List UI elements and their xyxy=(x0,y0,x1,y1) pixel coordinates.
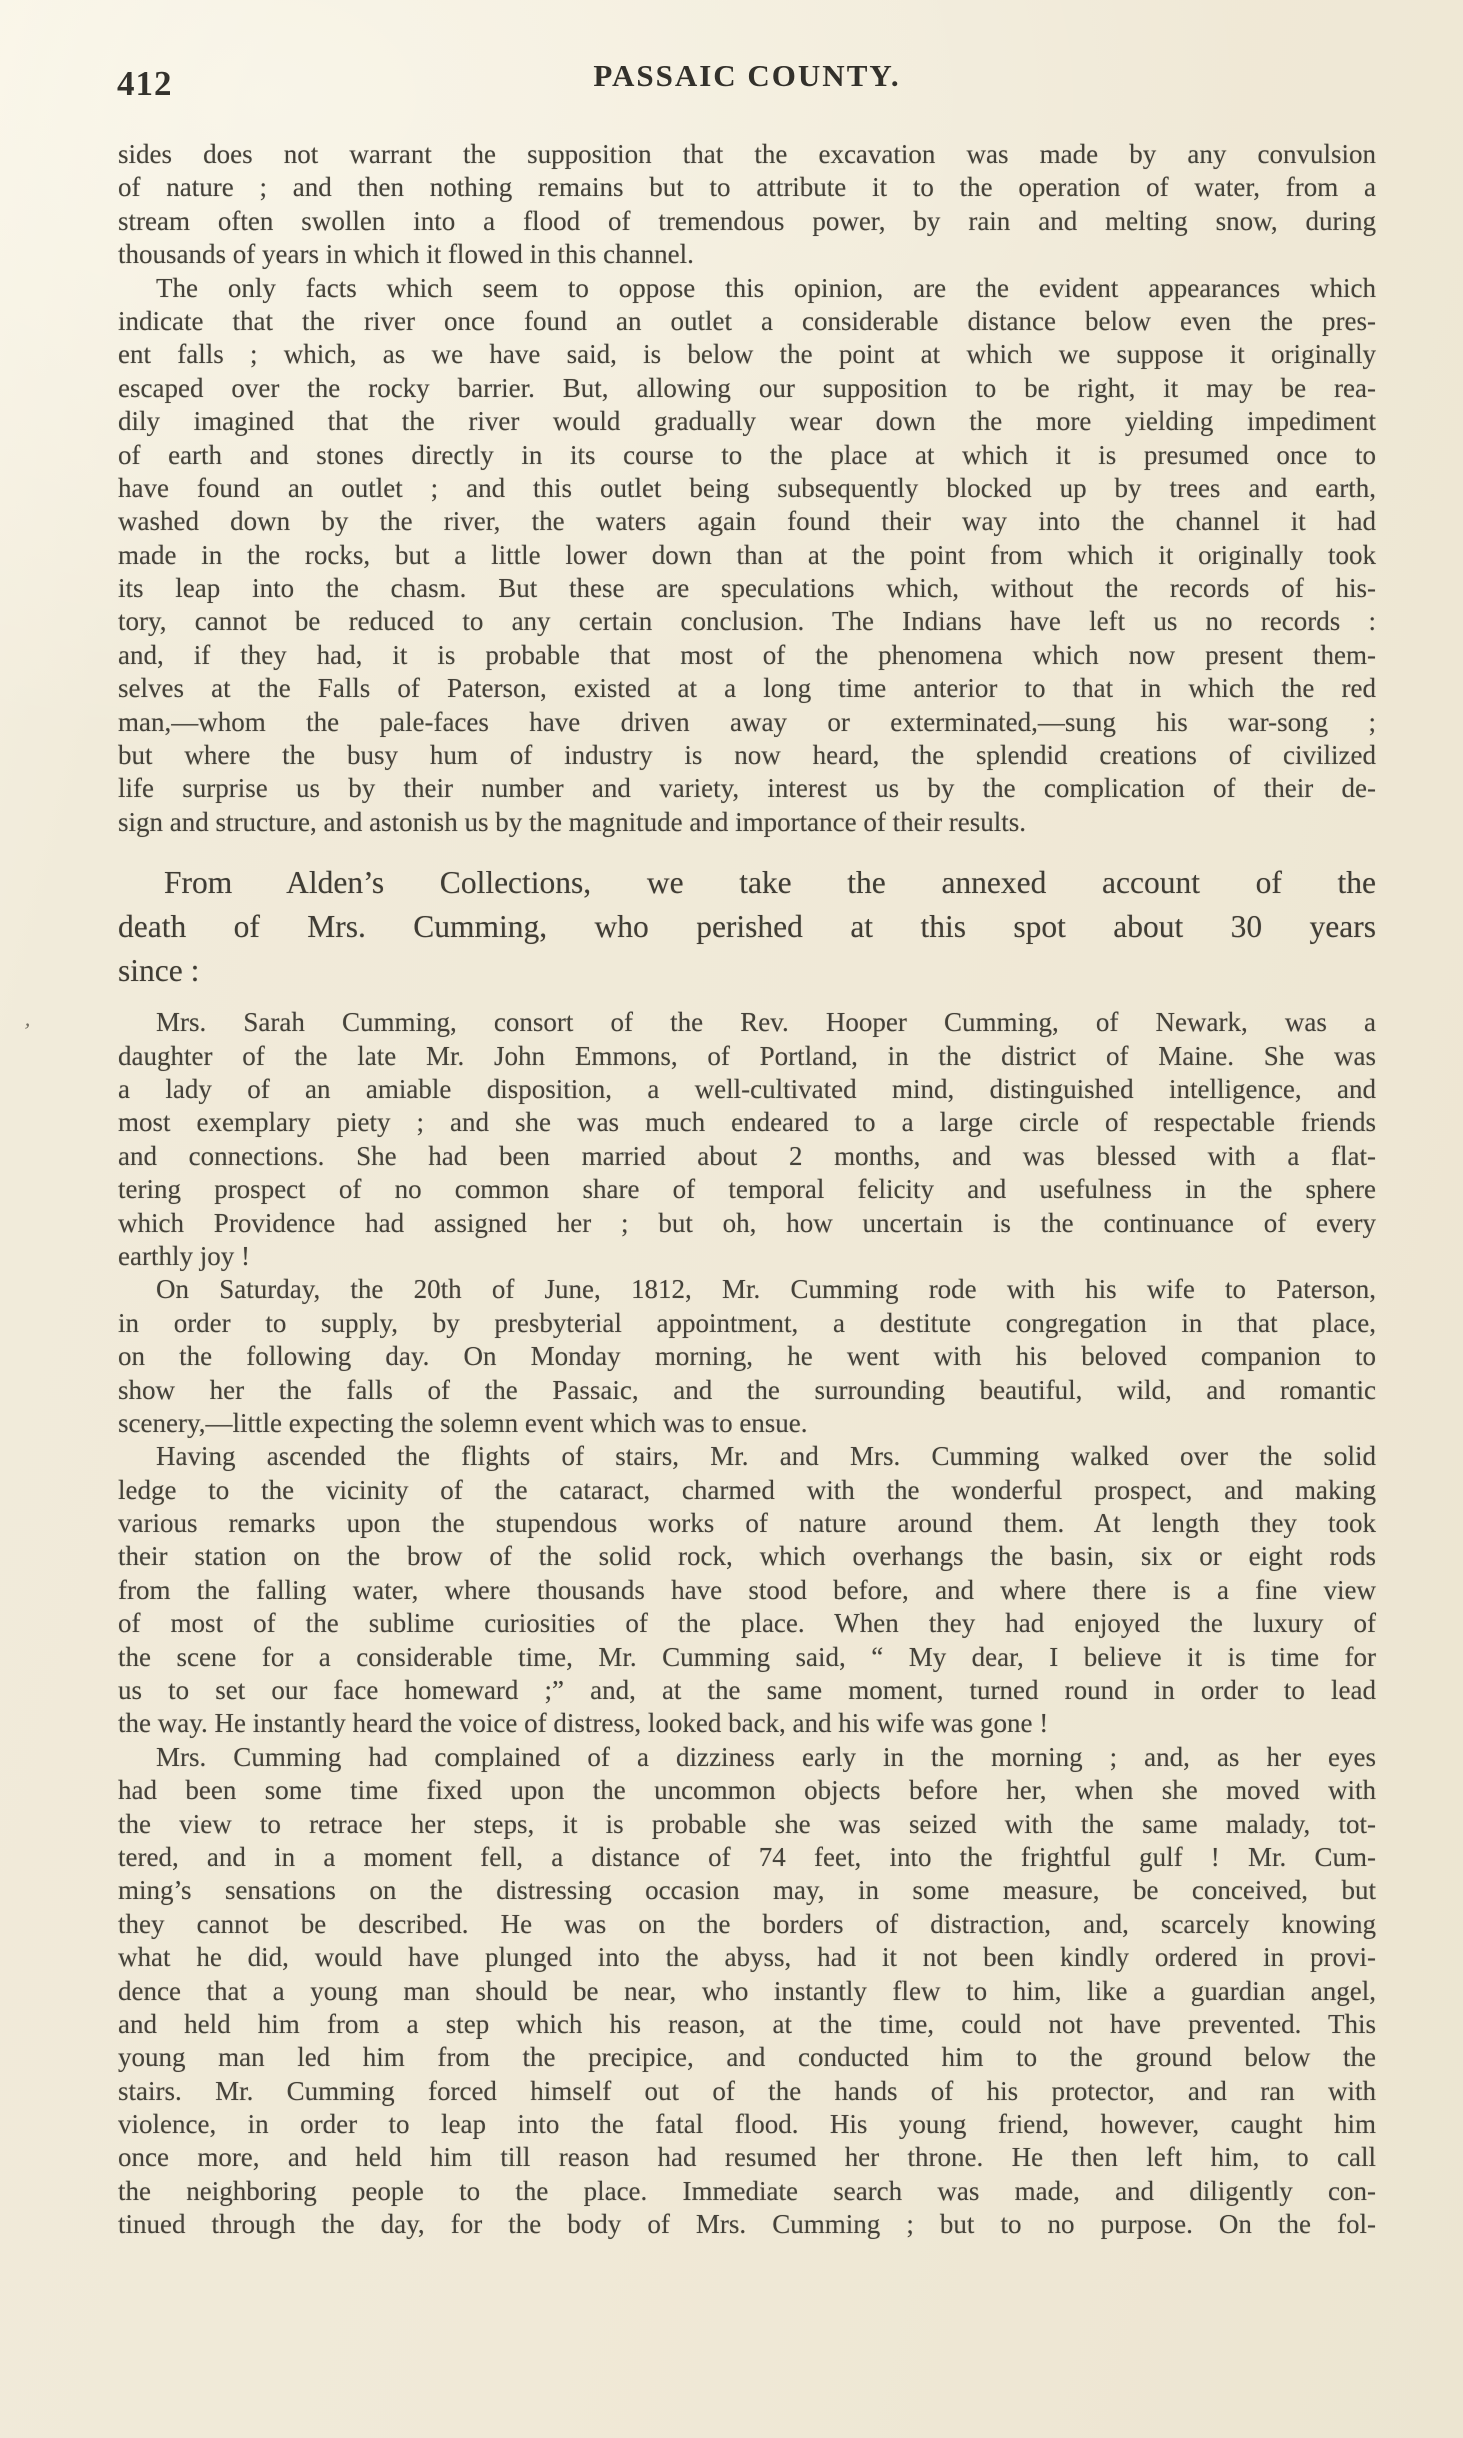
text-line: dence that a young man should be near, who instantly flew to him, like a guardian angel, xyxy=(118,1975,1376,2006)
body-paragraph xyxy=(118,272,1376,840)
text-line: their station on the brow of the solid rock, which overhangs the basin, six or eight rods xyxy=(118,1541,1376,1572)
text-line: stairs. Mr. Cumming forced himself out of the hands of his protector, and ran with xyxy=(118,2075,1376,2106)
text-line: and held him from a step which his reason, at the time, could not have prevented. This xyxy=(118,2008,1376,2039)
text-line: since : xyxy=(118,953,200,989)
text-line: man,—whom the pale-faces have driven away or exterminated,—sung his war-song ; xyxy=(118,706,1376,737)
text-line: most exemplary piety ; and she was much endeared to a large circle of respectable friends xyxy=(118,1107,1376,1138)
text-line: daughter of the late Mr. John Emmons, of Portland, in the district of Maine. She was xyxy=(118,1040,1376,1071)
text-line: Mrs. Cumming had complained of a dizziness early in the morning ; and, as her eyes xyxy=(156,1741,1376,1772)
text-line: on the following day. On Monday morning, he went with his beloved companion to xyxy=(118,1341,1376,1372)
text-line: life surprise us by their number and variety, interest us by the complication of their de- xyxy=(118,773,1376,804)
text-line: the way. He instantly heard the voice of distress, looked back, and his wife was gone ! xyxy=(118,1708,1049,1739)
text-line: have found an outlet ; and this outlet being subsequently blocked up by trees and earth, xyxy=(118,472,1376,503)
text-line: its leap into the chasm. But these are speculations which, without the records of his- xyxy=(118,573,1376,604)
text-line: the scene for a considerable time, Mr. Cumming said, “ My dear, I believe it is time for xyxy=(118,1641,1376,1672)
body-paragraph xyxy=(118,1006,1376,1273)
text-line: From Alden’s Collections, we take the annexed account of the xyxy=(164,865,1376,901)
text-line: escaped over the rocky barrier. But, allowing our supposition to be right, it may be rea- xyxy=(118,372,1376,403)
text-line: various remarks upon the stupendous works of nature around them. At length they took xyxy=(118,1508,1376,1539)
text-line: which Providence had assigned her ; but oh, how uncertain is the continuance of every xyxy=(118,1207,1376,1238)
text-line: stream often swollen into a flood of tremendous power, by rain and melting snow, during xyxy=(118,205,1376,236)
text-line: Having ascended the flights of stairs, Mr. and Mrs. Cumming walked over the solid xyxy=(156,1441,1376,1472)
text-line: ming’s sensations on the distressing occasion may, in some measure, be conceived, but xyxy=(118,1875,1376,1906)
body-paragraph xyxy=(118,1741,1376,2242)
text-line: Mrs. Sarah Cumming, consort of the Rev. Hooper Cumming, of Newark, was a xyxy=(156,1007,1376,1038)
text-line: tinued through the day, for the body of Mrs. Cumming ; but to no purpose. On the fol- xyxy=(118,2209,1376,2240)
text-line: us to set our face homeward ;” and, at the same moment, turned round in order to lead xyxy=(118,1675,1376,1706)
text-line: dily imagined that the river would gradually wear down the more yielding impediment xyxy=(118,406,1376,437)
text-line: from the falling water, where thousands have stood before, and where there is a fine view xyxy=(118,1574,1376,1605)
text-line: but where the busy hum of industry is now heard, the splendid creations of civilized xyxy=(118,740,1376,771)
text-line: On Saturday, the 20th of June, 1812, Mr. Cumming rode with his wife to Paterson, xyxy=(156,1274,1376,1305)
text-line: The only facts which seem to oppose this opinion, are the evident appearances which xyxy=(156,272,1376,303)
text-line: earthly joy ! xyxy=(118,1240,250,1271)
text-line: what he did, would have plunged into the abyss, had it not been kindly ordered in provi- xyxy=(118,1942,1376,1973)
text-line: a lady of an amiable disposition, a well-cultivated mind, distinguished intelligence, and xyxy=(118,1073,1376,1104)
text-line: had been some time fixed upon the uncommon objects before her, when she moved with xyxy=(118,1775,1376,1806)
text-line: ledge to the vicinity of the cataract, charmed with the wonderful prospect, and making xyxy=(118,1474,1376,1505)
running-head-title: PASSAIC COUNTY. xyxy=(593,58,901,93)
text-line: the neighboring people to the place. Immediate search was made, and diligently con- xyxy=(118,2175,1376,2206)
text-line: tered, and in a moment fell, a distance of 74 feet, into the frightful gulf ! Mr. Cum- xyxy=(118,1841,1376,1872)
text-line: scenery,—little expecting the solemn event which was to ensue. xyxy=(118,1407,808,1438)
text-block xyxy=(118,138,1376,2242)
text-line: and connections. She had been married about 2 months, and was blessed with a flat- xyxy=(118,1140,1376,1171)
text-line: young man led him from the precipice, and conducted him to the ground below the xyxy=(118,2042,1376,2073)
text-line: sign and structure, and astonish us by the magnitude and importance of their results. xyxy=(118,806,1027,837)
text-line: ent falls ; which, as we have said, is below the point at which we suppose it originally xyxy=(118,339,1376,370)
scan-artifact-mark: ’ xyxy=(21,1017,33,1044)
text-line: the view to retrace her steps, it is probable she was seized with the same malady, tot- xyxy=(118,1808,1376,1839)
text-line: of nature ; and then nothing remains but to attribute it to the operation of water, from a xyxy=(118,172,1376,203)
text-line: of earth and stones directly in its course to the place at which it is presumed once to xyxy=(118,439,1376,470)
text-line: indicate that the river once found an outlet a considerable distance below even the pres- xyxy=(118,305,1376,336)
text-line: show her the falls of the Passaic, and the surrounding beautiful, wild, and romantic xyxy=(118,1374,1376,1405)
body-paragraph xyxy=(118,138,1376,272)
text-line: they cannot be described. He was on the borders of distraction, and, scarcely knowing xyxy=(118,1908,1376,1939)
body-paragraph xyxy=(118,1273,1376,1440)
text-line: washed down by the river, the waters again found their way into the channel it had xyxy=(118,506,1376,537)
text-line: tering prospect of no common share of temporal felicity and usefulness in the sphere xyxy=(118,1174,1376,1205)
text-line: violence, in order to leap into the fatal flood. His young friend, however, caught him xyxy=(118,2109,1376,2140)
display-paragraph xyxy=(118,861,1376,993)
text-line: tory, cannot be reduced to any certain conclusion. The Indians have left us no records : xyxy=(118,606,1376,637)
text-line: and, if they had, it is probable that most of the phenomena which now present them- xyxy=(118,639,1376,670)
page-number: 412 xyxy=(117,64,173,103)
text-line: sides does not warrant the supposition that the excavation was made by any convulsion xyxy=(118,139,1376,169)
text-line: selves at the Falls of Paterson, existed at a long time anterior to that in which the red xyxy=(118,673,1376,704)
text-line: made in the rocks, but a little lower down than at the point from which it originally took xyxy=(118,539,1376,570)
text-line: in order to supply, by presbyterial appointment, a destitute congregation in that place, xyxy=(118,1307,1376,1338)
body-paragraph xyxy=(118,1440,1376,1741)
text-line: of most of the sublime curiosities of the place. When they had enjoyed the luxury of xyxy=(118,1608,1376,1639)
text-line: death of Mrs. Cumming, who perished at this spot about 30 years xyxy=(118,909,1376,945)
text-line: once more, and held him till reason had resumed her throne. He then left him, to call xyxy=(118,2142,1376,2173)
text-line: thousands of years in which it flowed in this channel. xyxy=(118,239,694,270)
